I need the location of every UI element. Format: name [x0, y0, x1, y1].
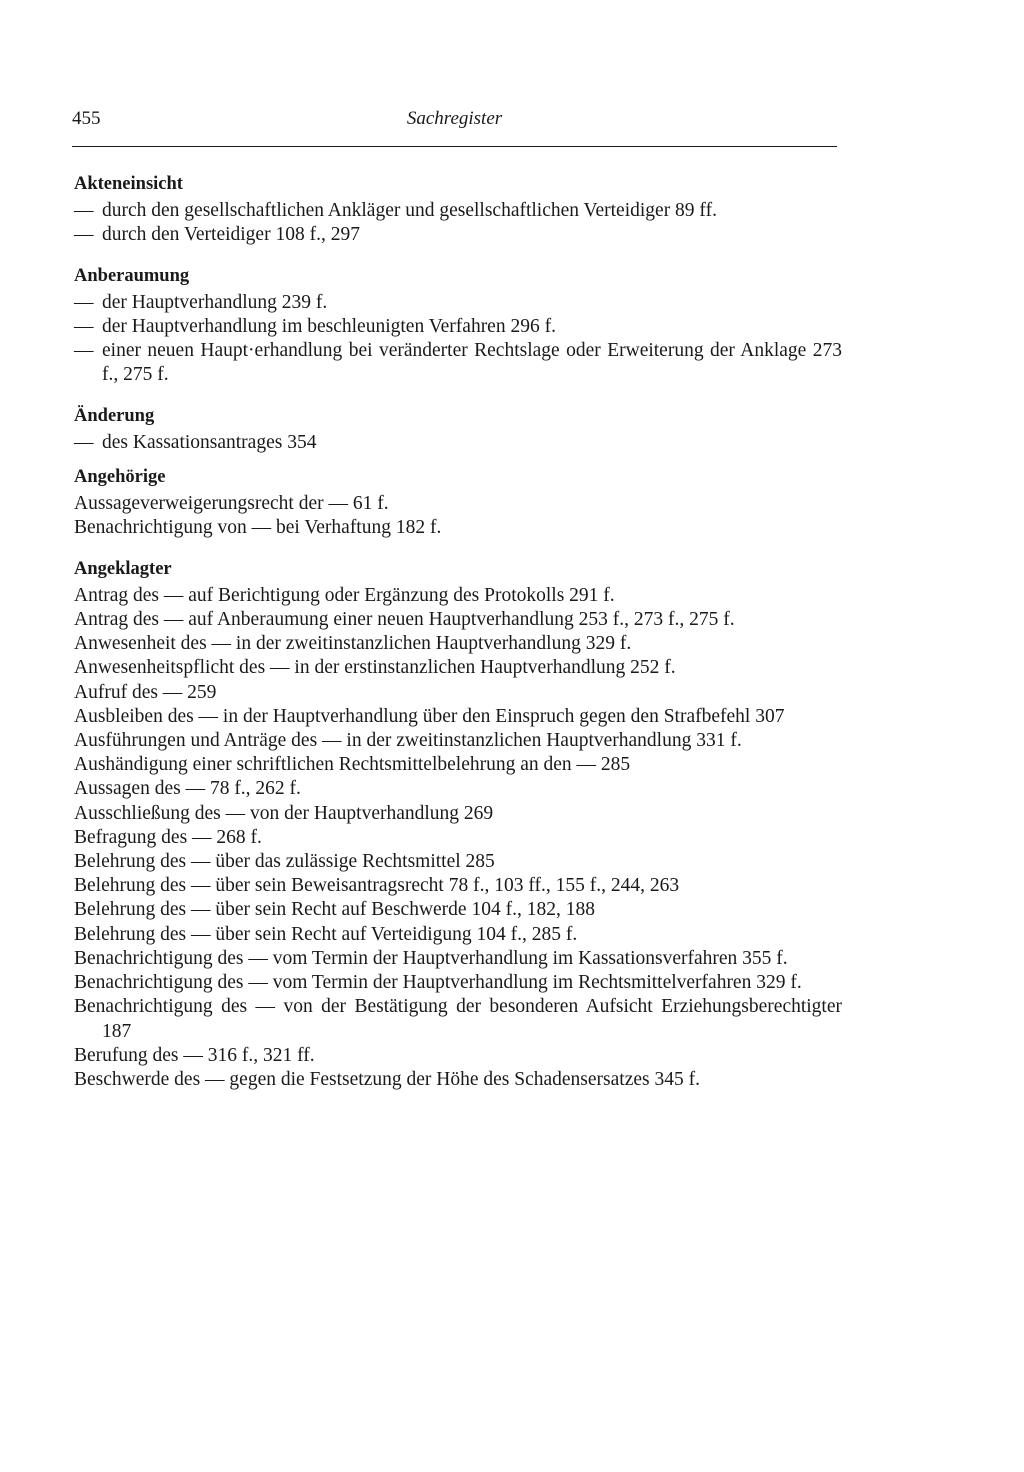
dash-mark: — — [74, 224, 94, 246]
index-entry: — der Hauptverhandlung im beschleunigten Verfahren 296 f. — [74, 315, 842, 339]
dash-mark: — — [74, 431, 94, 453]
index-section-aenderung — [74, 404, 842, 455]
index-heading: Änderung — [74, 405, 155, 426]
running-title: Sachregister — [406, 108, 503, 129]
index-entry: Aussagen des — 78 f., 262 f. — [74, 778, 301, 800]
index-entry: — durch den gesellschaftlichen Ankläger und gesellschaftlichen Verteidiger 89 ff. — [74, 199, 842, 223]
index-entry: Benachrichtigung des — von der Bestätigung der besonderen Aufsicht Erziehungsberechtigter 187 — [74, 996, 842, 1042]
index-entry: — durch den Verteidiger 108 f., 297 — [74, 223, 842, 247]
index-entry: Ausbleiben des — in der Hauptverhandlung über den Einspruch gegen den Strafbefehl 307 — [74, 705, 785, 727]
index-entry: Anwesenheit des — in der zweitinstanzlichen Hauptverhandlung 329 f. — [74, 633, 632, 655]
index-entry: Belehrung des — über das zulässige Rechtsmittel 285 — [74, 851, 495, 873]
dash-mark: — — [74, 200, 94, 222]
index-entry: Ausschließung des — von der Hauptverhandlung 269 — [74, 802, 494, 824]
index-entry: — der Hauptverhandlung 239 f. — [74, 291, 842, 315]
index-entry: Befragung des — 268 f. — [74, 826, 262, 848]
index-entry: Belehrung des — über sein Beweisantragsrecht 78 f., 103 ff., 155 f., 244, 263 — [74, 875, 680, 897]
index-heading: Angehörige — [74, 467, 166, 488]
index-entry: Ausführungen und Anträge des — in der zweitinstanzlichen Hauptverhandlung 331 f. — [74, 730, 742, 752]
header-rule — [72, 146, 837, 147]
index-body — [74, 172, 842, 1092]
index-entry: Benachrichtigung des — vom Termin der Hauptverhandlung im Kassationsverfahren 355 f. — [74, 947, 788, 969]
index-entry: Benachrichtigung von — bei Verhaftung 182 f. — [74, 517, 442, 539]
dash-mark: — — [74, 291, 94, 313]
index-entry: Belehrung des — über sein Recht auf Verteidigung 104 f., 285 f. — [74, 923, 578, 945]
index-entry: Aushändigung einer schriftlichen Rechtsmittelbelehrung an den — 285 — [74, 754, 631, 776]
dash-mark: — — [74, 316, 94, 338]
index-section-angehoerige — [74, 465, 842, 541]
index-entry: Benachrichtigung des — vom Termin der Hauptverhandlung im Rechtsmittelverfahren 329 f. — [74, 972, 802, 994]
page-number: 455 — [72, 108, 101, 129]
index-heading: Angeklagter — [74, 558, 172, 579]
index-heading: Akteneinsicht — [74, 174, 183, 194]
index-section-akteneinsicht — [74, 172, 842, 248]
index-entry: Aussageverweigerungsrecht der — 61 f. — [74, 493, 389, 515]
index-entry: Beschwerde des — gegen die Festsetzung der Höhe des Schadensersatzes 345 f. — [74, 1068, 700, 1090]
index-section-anberaumung — [74, 264, 842, 388]
dash-mark: — — [74, 340, 94, 362]
index-entry: Antrag des — auf Berichtigung oder Ergänzung des Protokolls 291 f. — [74, 584, 615, 606]
index-entry: Belehrung des — über sein Recht auf Beschwerde 104 f., 182, 188 — [74, 899, 595, 921]
index-entry: — einer neuen Haupt·erhandlung bei veränderter Rechtslage oder Erweiterung der Anklage 273 f., 275 f. — [74, 340, 842, 386]
index-heading: Anberaumung — [74, 265, 190, 286]
index-entry: Berufung des — 316 f., 321 ff. — [74, 1044, 315, 1066]
index-entry: — des Kassationsantrages 354 — [74, 431, 842, 455]
page-header — [72, 108, 837, 138]
index-entry: Antrag des — auf Anberaumung einer neuen Hauptverhandlung 253 f., 273 f., 275 f. — [74, 609, 735, 631]
index-entry: Aufruf des — 259 — [74, 681, 217, 703]
index-section-angeklagter — [74, 557, 842, 1092]
index-entry: Anwesenheitspflicht des — in der erstinstanzlichen Hauptverhandlung 252 f. — [74, 657, 676, 679]
